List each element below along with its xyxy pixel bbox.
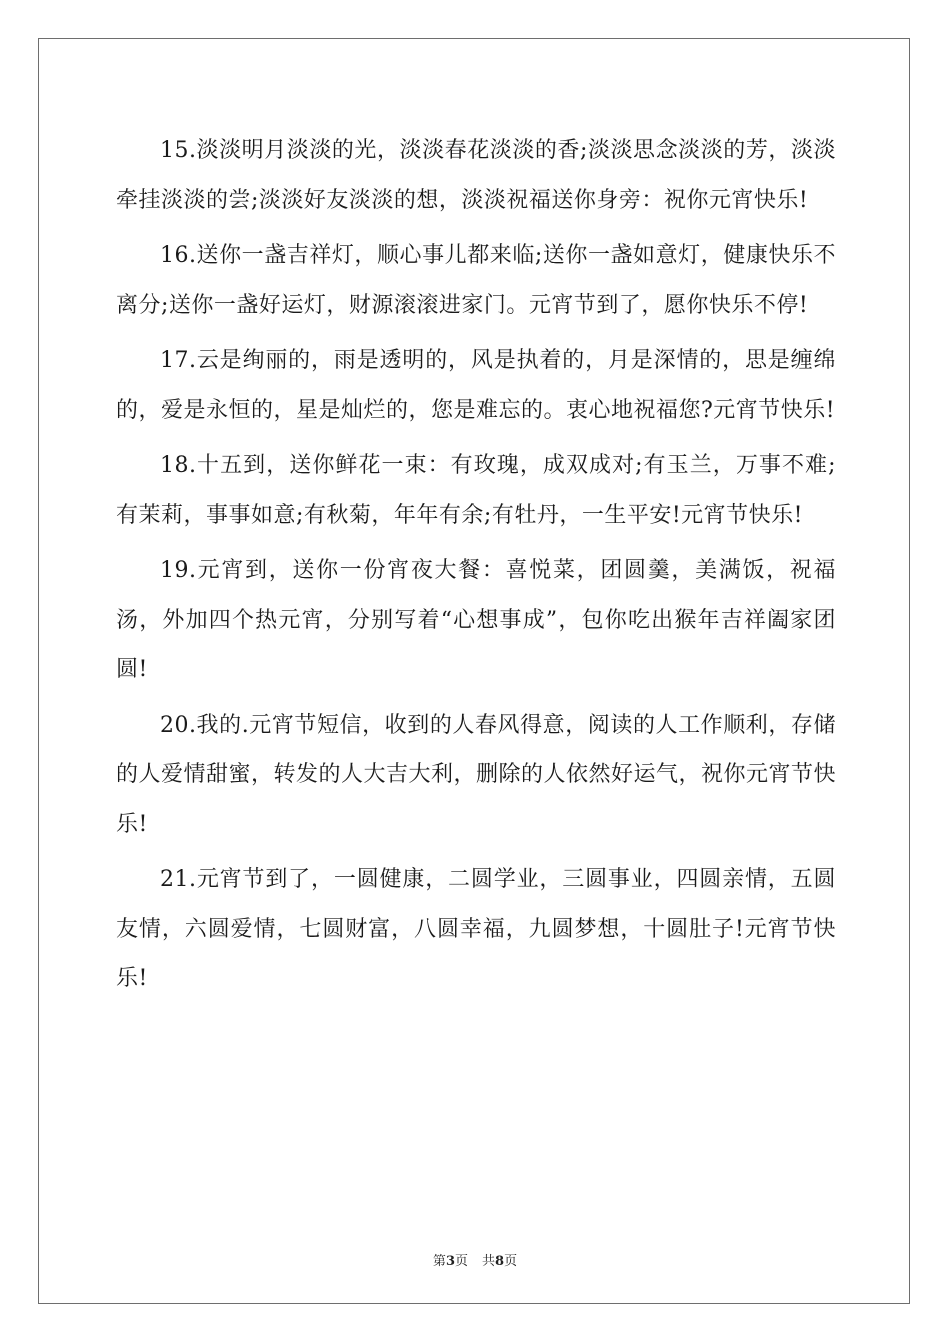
paragraph-16: 16.送你一盏吉祥灯，顺心事儿都来临;送你一盏如意灯，健康快乐不离分;送你一盏好运灯，财源滚滚进家门。元宵节到了，愿你快乐不停! (116, 243, 836, 318)
page-suffix: 页 (454, 1254, 468, 1269)
document-body (116, 126, 836, 1010)
paragraph-20: 20.我的.元宵节短信，收到的人春风得意，阅读的人工作顺利，存储的人爱情甜蜜，转发的人大吉大利，删除的人依然好运气，祝你元宵节快乐! (116, 712, 837, 837)
page-prefix: 第 (432, 1254, 446, 1269)
total-prefix: 共 (482, 1254, 496, 1269)
total-suffix: 页 (504, 1254, 518, 1269)
page-number: 3 (445, 1254, 455, 1269)
total-pages: 8 (495, 1254, 505, 1269)
page-footer (0, 1250, 950, 1269)
paragraph-15: 15.淡淡明月淡淡的光，淡淡春花淡淡的香;淡淡思念淡淡的芳，淡淡牵挂淡淡的尝;淡淡好友淡淡的想，淡淡祝福送你身旁：祝你元宵快乐! (116, 138, 836, 213)
paragraph-18: 18.十五到，送你鲜花一束：有玫瑰，成双成对;有玉兰，万事不难;有茉莉，事事如意;有秋菊，年年有余;有牡丹，一生平安!元宵节快乐! (116, 453, 836, 528)
paragraph-19: 19.元宵到，送你一份宵夜大餐：喜悦菜，团圆羹，美满饭，祝福汤，外加四个热元宵，分别写着“心想事成”，包你吃出猴年吉祥阖家团圆! (116, 558, 836, 682)
paragraph-17: 17.云是绚丽的，雨是透明的，风是执着的，月是深情的，思是缠绵的，爱是永恒的，星是灿烂的，您是难忘的。衷心地祝福您?元宵节快乐! (116, 348, 836, 423)
paragraph-21: 21.元宵节到了，一圆健康，二圆学业，三圆事业，四圆亲情，五圆友情，六圆爱情，七圆财富，八圆幸福，九圆梦想，十圆肚子!元宵节快乐! (116, 867, 836, 991)
